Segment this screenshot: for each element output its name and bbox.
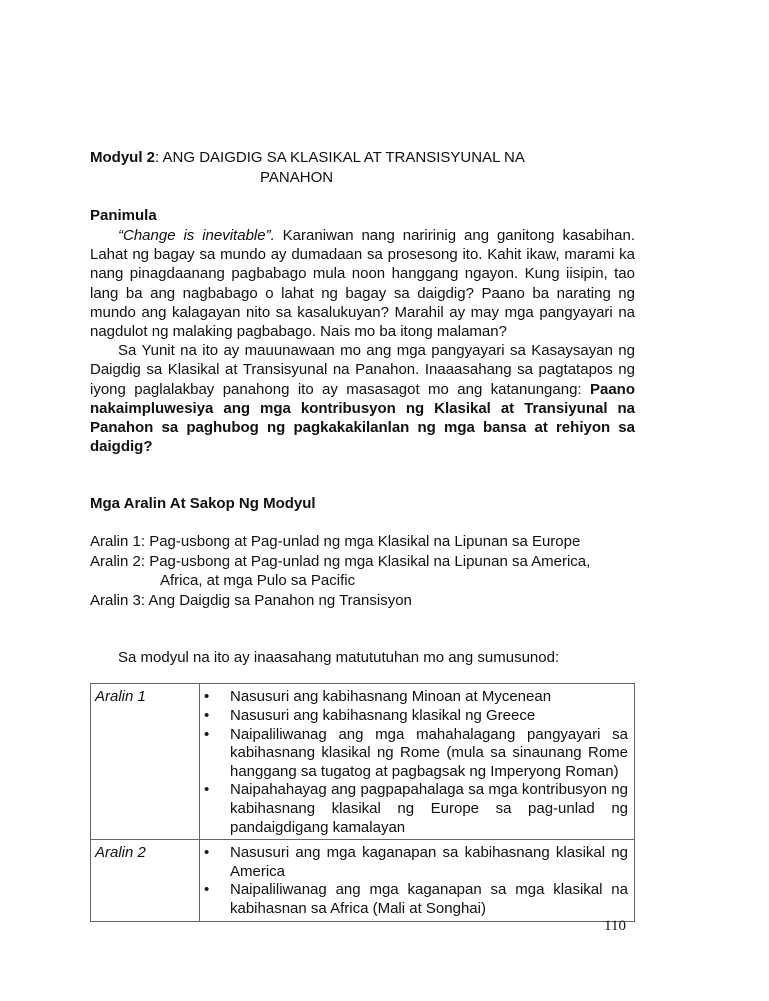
table-row: [91, 684, 635, 840]
panimula-p1-body: Karaniwan nang naririnig ang ganitong kasabihan. Lahat ng bagay sa mundo ay dumadaan sa prosesong ito. Kahit ikaw, marami ka nang pinagdaanang pagbabago mula noon hanggang ngayon. Kung iisipin, tao lang ba ang nagbabago o lahat ng bagay sa daigdig? Paano ba narating ng mundo ang kalagayan nito sa kasalukuyan? Marahil ay may mga pangyayari na nagdulot ng malaking pagbabago. Nais mo ba itong malaman?: [90, 227, 635, 341]
list-item: • Naipaliliwanag ang mga mahahalagang pangyayari sa kabihasnang klasikal ng Rome (mula sa sinaunang Rome hanggang sa tugatog at pagbagsak ng Imperyong Roman): [204, 726, 628, 782]
row-objectives: [200, 684, 635, 840]
list-item: • Naipahahayag ang pagpapahalaga sa mga kontribusyon ng kabihasnang klasikal ng Europe sa pag-unlad ng pandaigdigang kamalayan: [204, 781, 628, 837]
essential-question: Paano nakaimpluwesiya ang mga kontribusyon ng Klasikal at Transiyunal na Panahon sa paghubog ng pagkakakilanlan ng mga bansa at rehiyon sa daigdig?: [90, 380, 635, 456]
aralin-1-item: Aralin 1: Pag-usbong at Pag-unlad ng mga Klasikal na Lipunan sa Europe: [90, 533, 581, 551]
objectives-intro: Sa modyul na ito ay inaasahang matututuhan mo ang sumusunod:: [118, 649, 560, 667]
aralin-heading: Mga Aralin At Sakop Ng Modyul: [90, 495, 316, 513]
list-item: • Nasusuri ang kabihasnang Minoan at Mycenean: [204, 688, 628, 707]
panimula-paragraph-1: [90, 226, 635, 341]
module-title: [90, 148, 635, 168]
panimula-p2-body: Sa Yunit na ito ay mauunawaan mo ang mga pangyayari sa Kasaysayan ng Daigdig sa Klasikal at Transisyunal na Panahon. Inaaasahang sa pagtatapos ng iyong paglalakbay panahong ito ay masasagot mo ang katanungang:: [90, 342, 635, 398]
list-item: • Naipaliliwanag ang mga kaganapan sa mga klasikal na kabihasnan sa Africa (Mali at Songhai): [204, 881, 628, 918]
module-label: Modyul 2: [90, 149, 156, 166]
row-label: Aralin 2: [91, 840, 200, 921]
row-objectives: [200, 840, 635, 921]
list-item: • Nasusuri ang kabihasnang klasikal ng Greece: [204, 707, 628, 726]
aralin-2-item: Aralin 2: Pag-usbong at Pag-unlad ng mga Klasikal na Lipunan sa America,: [90, 552, 591, 570]
quote-text: “Change is inevitable”.: [118, 227, 275, 244]
list-item: • Nasusuri ang mga kaganapan sa kabihasnang klasikal ng America: [204, 844, 628, 881]
panimula-heading: Panimula: [90, 207, 157, 224]
aralin-3-item: Aralin 3: Ang Daigdig sa Panahon ng Transisyon: [90, 591, 412, 609]
table-row: [91, 840, 635, 921]
page-content: [90, 148, 635, 922]
page-number: 110: [604, 918, 626, 934]
objectives-table: [90, 683, 635, 921]
module-title-cont: PANAHON: [260, 169, 334, 186]
module-title-text: : ANG DAIGDIG SA KLASIKAL AT TRANSISYUNAL NA: [155, 149, 525, 166]
panimula-paragraph-2: [90, 341, 635, 456]
aralin-2-item-cont: Africa, at mga Pulo sa Pacific: [160, 572, 356, 590]
row-label: Aralin 1: [91, 684, 200, 840]
